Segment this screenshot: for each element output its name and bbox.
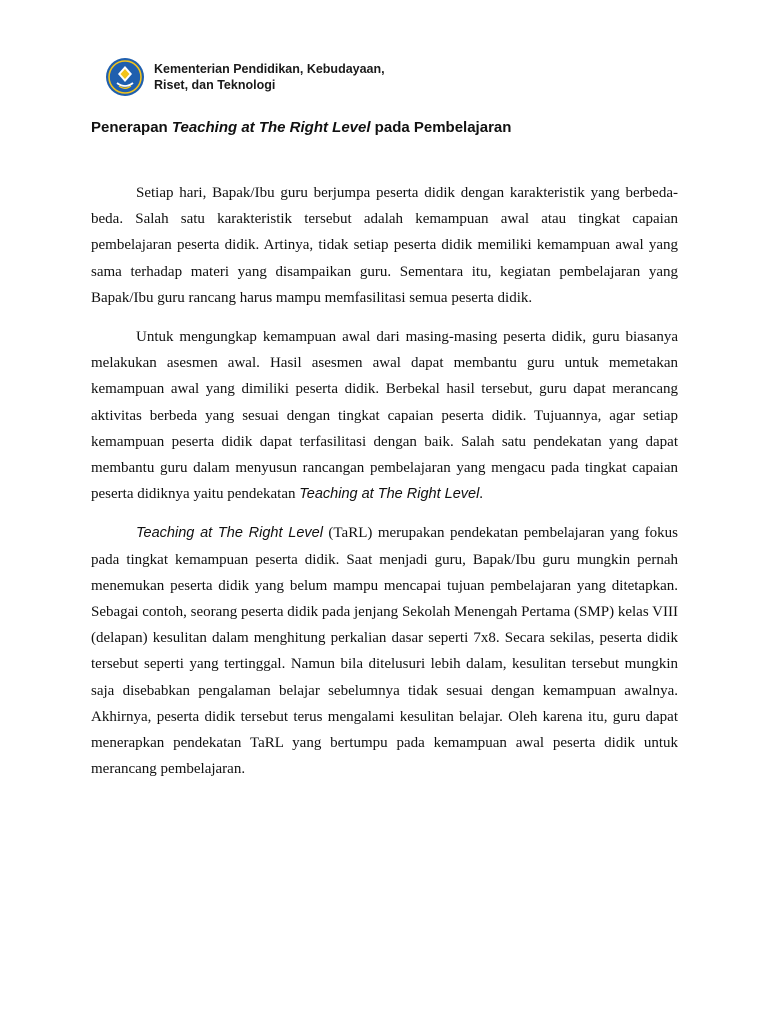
title-emphasis: Teaching at The Right Level	[171, 119, 371, 136]
ministry-name-line2: Riset, dan Teknologi	[154, 78, 276, 92]
document-body	[91, 180, 678, 795]
paragraph-3-emphasis: Teaching at The Right Level	[136, 525, 323, 542]
title-prefix: Penerapan	[91, 119, 172, 136]
paragraph-1: Setiap hari, Bapak/Ibu guru berjumpa peserta didik dengan karakteristik yang berbeda-beda. Salah satu karakteristik tersebut adalah kemampuan awal atau tingkat capaian pembelajaran peserta didik. Artinya, tidak setiap peserta didik memiliki kemampuan awal yang sama terhadap materi yang disampaikan guru. Sementara itu, kegiatan pembelajaran yang Bapak/Ibu guru rancang harus mampu memfasilitasi semua peserta didik.	[91, 185, 678, 306]
paragraph-2-text: Untuk mengungkap kemampuan awal dari masing-masing peserta didik, guru biasanya melakukan asesmen awal. Hasil asesmen awal dapat membantu guru untuk memetakan kemampuan awal yang dimiliki peserta didik. Berbekal hasil tersebut, guru dapat merancang aktivitas berbeda yang sesuai dengan tingkat capaian peserta didik. Tujuannya, agar setiap kemampuan peserta didik dapat terfasilitasi dengan baik. Salah satu pendekatan yang dapat membantu guru dalam menyusun rancangan pembelajaran yang mengacu pada tingkat capaian peserta didiknya yaitu pendekatan	[91, 329, 678, 503]
paragraph-2	[91, 324, 678, 507]
paragraph-2-end: .	[479, 486, 484, 503]
paragraph-2-emphasis: Teaching at The Right Level	[299, 486, 480, 503]
ministry-logo-icon	[105, 57, 145, 97]
paragraph-3-text: (TaRL) merupakan pendekatan pembelajaran yang fokus pada tingkat kemampuan peserta didik. Saat menjadi guru, Bapak/Ibu guru mungkin pernah menemukan peserta didik yang belum mampu mencapai tujuan pembelajaran yang ditetapkan. Sebagai contoh, seorang peserta didik pada jenjang Sekolah Menengah Pertama (SMP) kelas VIII (delapan) kesulitan dalam menghitung perkalian dasar seperti 7x8. Secara sekilas, peserta didik tersebut seperti yang tertinggal. Namun bila ditelusuri lebih dalam, kesulitan tersebut mungkin saja disebabkan pengalaman belajar sebelumnya tidak sesuai dengan kemampuan awalnya. Akhirnya, peserta didik tersebut terus mengalami kesulitan belajar. Oleh karena itu, guru dapat menerapkan pendekatan TaRL yang bertumpu pada kemampuan awal peserta didik untuk merancang pembelajaran.	[91, 525, 678, 778]
ministry-name	[154, 61, 385, 93]
title-suffix: pada Pembelajaran	[370, 119, 512, 136]
ministry-name-line1: Kementerian Pendidikan, Kebudayaan,	[154, 62, 385, 76]
paragraph-3	[91, 520, 678, 782]
document-title	[91, 119, 511, 136]
ministry-header	[105, 55, 385, 99]
